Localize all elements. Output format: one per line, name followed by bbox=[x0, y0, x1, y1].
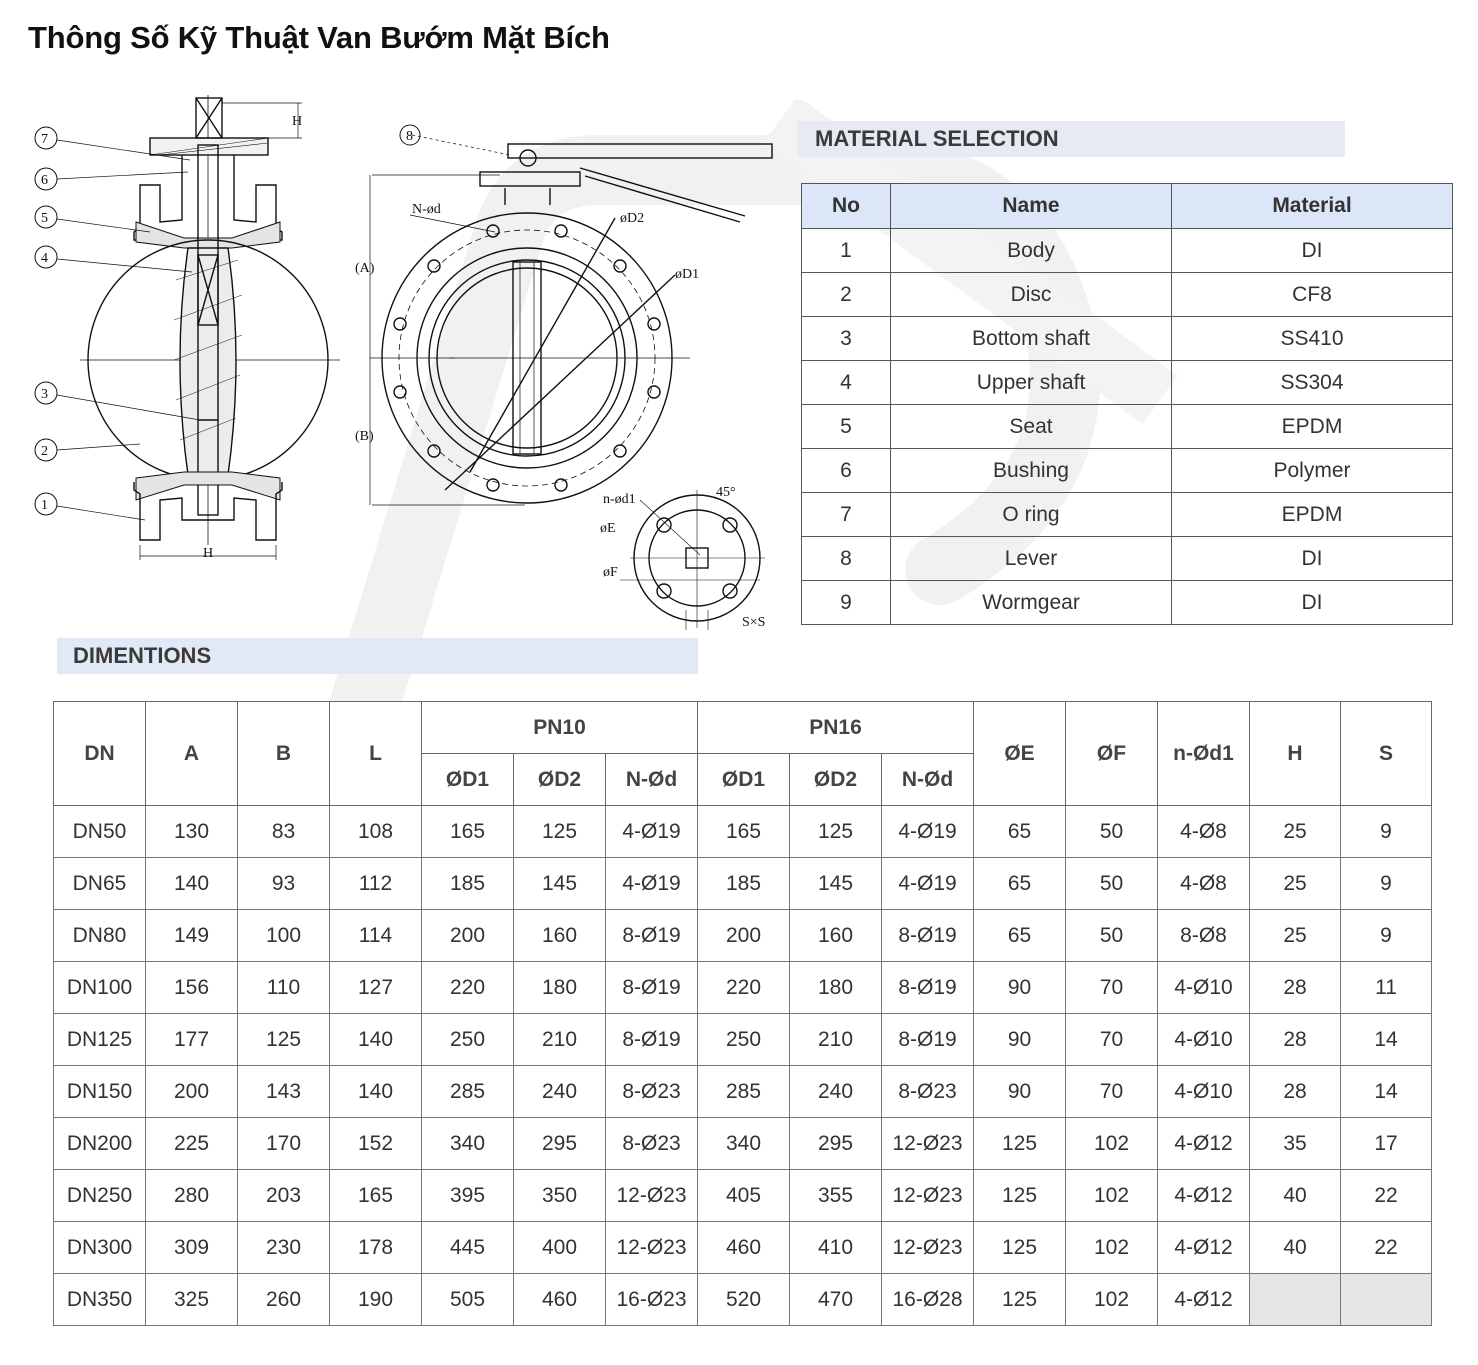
table-cell: 4-Ø19 bbox=[606, 858, 698, 910]
table-cell: 350 bbox=[514, 1170, 606, 1222]
table-cell: 165 bbox=[422, 806, 514, 858]
table-cell: 250 bbox=[698, 1014, 790, 1066]
table-cell: 4-Ø12 bbox=[1158, 1170, 1250, 1222]
table-cell: 8-Ø8 bbox=[1158, 910, 1250, 962]
header-pn10: PN10 bbox=[422, 702, 698, 754]
cell-name: Body bbox=[891, 229, 1172, 273]
label-n-od1: n-ød1 bbox=[603, 492, 636, 507]
header-pn10-od1: ØD1 bbox=[422, 754, 514, 806]
table-cell: 17 bbox=[1341, 1118, 1432, 1170]
table-cell: 8-Ø23 bbox=[882, 1066, 974, 1118]
table-cell: 100 bbox=[238, 910, 330, 962]
table-cell: 102 bbox=[1066, 1222, 1158, 1274]
cell-name: Disc bbox=[891, 273, 1172, 317]
label-sxs: S×S bbox=[742, 615, 766, 630]
header-dn: DN bbox=[54, 702, 146, 806]
cell-name: Bushing bbox=[891, 449, 1172, 493]
table-row bbox=[54, 1066, 1432, 1118]
cell-no: 2 bbox=[802, 273, 891, 317]
table-row bbox=[54, 1170, 1432, 1222]
table-cell: 460 bbox=[514, 1274, 606, 1326]
header-h: H bbox=[1250, 702, 1341, 806]
table-cell: 125 bbox=[974, 1274, 1066, 1326]
table-cell: 28 bbox=[1250, 962, 1341, 1014]
label-a: (A) bbox=[355, 261, 375, 276]
cell-material: CF8 bbox=[1172, 273, 1453, 317]
table-cell: 90 bbox=[974, 1066, 1066, 1118]
table-cell: 9 bbox=[1341, 858, 1432, 910]
header-no: No bbox=[802, 184, 891, 229]
callout-3: 3 bbox=[41, 387, 48, 402]
table-cell: 70 bbox=[1066, 1014, 1158, 1066]
table-cell: 285 bbox=[698, 1066, 790, 1118]
callout-1: 1 bbox=[41, 498, 48, 513]
table-cell: 410 bbox=[790, 1222, 882, 1274]
table-cell: 16-Ø23 bbox=[606, 1274, 698, 1326]
callout-6: 6 bbox=[41, 173, 48, 188]
table-cell: 8-Ø19 bbox=[882, 962, 974, 1014]
table-cell: 12-Ø23 bbox=[882, 1222, 974, 1274]
cell-no: 4 bbox=[802, 361, 891, 405]
table-cell: 240 bbox=[514, 1066, 606, 1118]
cell-no: 7 bbox=[802, 493, 891, 537]
cell-material: SS304 bbox=[1172, 361, 1453, 405]
table-cell: DN300 bbox=[54, 1222, 146, 1274]
label-h-top: H bbox=[292, 114, 303, 129]
cell-material: EPDM bbox=[1172, 493, 1453, 537]
table-cell: 12-Ø23 bbox=[606, 1222, 698, 1274]
label-angle: 45° bbox=[716, 485, 736, 500]
table-cell: 8-Ø19 bbox=[606, 962, 698, 1014]
table-cell: 143 bbox=[238, 1066, 330, 1118]
table-cell: 405 bbox=[698, 1170, 790, 1222]
table-cell: 35 bbox=[1250, 1118, 1341, 1170]
table-cell: 156 bbox=[146, 962, 238, 1014]
cell-no: 1 bbox=[802, 229, 891, 273]
table-cell: 65 bbox=[974, 910, 1066, 962]
header-of: ØF bbox=[1066, 702, 1158, 806]
table-cell: 140 bbox=[146, 858, 238, 910]
table-cell: 93 bbox=[238, 858, 330, 910]
cell-material: DI bbox=[1172, 581, 1453, 625]
table-cell: 145 bbox=[790, 858, 882, 910]
page-title: Thông Số Kỹ Thuật Van Bướm Mặt Bích bbox=[28, 20, 610, 55]
table-cell: 14 bbox=[1341, 1014, 1432, 1066]
table-cell: 140 bbox=[330, 1066, 422, 1118]
label-b: (B) bbox=[355, 429, 374, 444]
table-cell: 200 bbox=[146, 1066, 238, 1118]
table-cell: 4-Ø12 bbox=[1158, 1274, 1250, 1326]
label-oe: øE bbox=[600, 521, 616, 536]
dimensions-heading: DIMENTIONS bbox=[57, 638, 698, 674]
table-row bbox=[802, 493, 1453, 537]
table-row bbox=[54, 858, 1432, 910]
table-cell: 203 bbox=[238, 1170, 330, 1222]
table-row bbox=[802, 273, 1453, 317]
table-cell: 260 bbox=[238, 1274, 330, 1326]
table-cell: 200 bbox=[422, 910, 514, 962]
table-row bbox=[802, 229, 1453, 273]
callout-7: 7 bbox=[41, 132, 48, 147]
table-cell: 4-Ø10 bbox=[1158, 962, 1250, 1014]
table-cell: 16-Ø28 bbox=[882, 1274, 974, 1326]
table-cell: DN65 bbox=[54, 858, 146, 910]
cell-no: 9 bbox=[802, 581, 891, 625]
cell-material: SS410 bbox=[1172, 317, 1453, 361]
table-cell: 180 bbox=[790, 962, 882, 1014]
table-cell: 190 bbox=[330, 1274, 422, 1326]
table-cell: DN100 bbox=[54, 962, 146, 1014]
table-cell: 210 bbox=[514, 1014, 606, 1066]
table-row bbox=[54, 1274, 1432, 1326]
table-cell: 90 bbox=[974, 962, 1066, 1014]
table-cell: 8-Ø23 bbox=[606, 1118, 698, 1170]
table-cell: 127 bbox=[330, 962, 422, 1014]
cell-no: 8 bbox=[802, 537, 891, 581]
table-cell: 83 bbox=[238, 806, 330, 858]
table-cell: 8-Ø19 bbox=[882, 910, 974, 962]
table-cell: 65 bbox=[974, 858, 1066, 910]
table-cell: 11 bbox=[1341, 962, 1432, 1014]
table-cell: 130 bbox=[146, 806, 238, 858]
table-cell: 149 bbox=[146, 910, 238, 962]
table-cell: 395 bbox=[422, 1170, 514, 1222]
cell-name: Bottom shaft bbox=[891, 317, 1172, 361]
table-cell: 28 bbox=[1250, 1014, 1341, 1066]
table-cell: 9 bbox=[1341, 806, 1432, 858]
header-n-od1: n-Ød1 bbox=[1158, 702, 1250, 806]
table-row bbox=[802, 405, 1453, 449]
cell-name: Upper shaft bbox=[891, 361, 1172, 405]
table-cell: 8-Ø19 bbox=[606, 1014, 698, 1066]
table-cell: 125 bbox=[974, 1118, 1066, 1170]
cell-no: 3 bbox=[802, 317, 891, 361]
callout-4: 4 bbox=[41, 251, 48, 266]
table-cell: 125 bbox=[974, 1222, 1066, 1274]
label-h-bottom: H bbox=[203, 546, 214, 561]
table-cell: 8-Ø19 bbox=[882, 1014, 974, 1066]
table-cell: 505 bbox=[422, 1274, 514, 1326]
table-cell: 160 bbox=[790, 910, 882, 962]
table-cell: 102 bbox=[1066, 1274, 1158, 1326]
table-cell: 178 bbox=[330, 1222, 422, 1274]
header-pn16-od2: ØD2 bbox=[790, 754, 882, 806]
table-cell: 165 bbox=[330, 1170, 422, 1222]
callout-2: 2 bbox=[41, 444, 48, 459]
table-cell: 145 bbox=[514, 858, 606, 910]
table-cell: 177 bbox=[146, 1014, 238, 1066]
cell-name: O ring bbox=[891, 493, 1172, 537]
cell-name: Seat bbox=[891, 405, 1172, 449]
table-cell: 70 bbox=[1066, 1066, 1158, 1118]
table-cell: 125 bbox=[514, 806, 606, 858]
table-row bbox=[802, 537, 1453, 581]
table-cell: 240 bbox=[790, 1066, 882, 1118]
table-cell: 230 bbox=[238, 1222, 330, 1274]
table-cell: 25 bbox=[1250, 858, 1341, 910]
table-cell: 90 bbox=[974, 1014, 1066, 1066]
table-cell: 4-Ø8 bbox=[1158, 806, 1250, 858]
cell-material: Polymer bbox=[1172, 449, 1453, 493]
table-cell: 4-Ø12 bbox=[1158, 1118, 1250, 1170]
table-cell: DN350 bbox=[54, 1274, 146, 1326]
cell-material: EPDM bbox=[1172, 405, 1453, 449]
table-cell: 25 bbox=[1250, 910, 1341, 962]
table-cell: 295 bbox=[514, 1118, 606, 1170]
table-cell: 340 bbox=[698, 1118, 790, 1170]
table-cell: 165 bbox=[698, 806, 790, 858]
table-cell: 110 bbox=[238, 962, 330, 1014]
table-cell: 22 bbox=[1341, 1170, 1432, 1222]
table-cell: 355 bbox=[790, 1170, 882, 1222]
table-cell: 250 bbox=[422, 1014, 514, 1066]
table-cell bbox=[1341, 1274, 1432, 1326]
table-cell: DN80 bbox=[54, 910, 146, 962]
table-cell: DN125 bbox=[54, 1014, 146, 1066]
label-od2: øD2 bbox=[620, 211, 645, 226]
table-cell: 12-Ø23 bbox=[606, 1170, 698, 1222]
table-cell: 114 bbox=[330, 910, 422, 962]
material-header-row bbox=[802, 184, 1453, 229]
table-cell: 50 bbox=[1066, 910, 1158, 962]
table-row bbox=[802, 317, 1453, 361]
table-cell: 400 bbox=[514, 1222, 606, 1274]
table-cell: 14 bbox=[1341, 1066, 1432, 1118]
cell-name: Lever bbox=[891, 537, 1172, 581]
table-row bbox=[54, 1118, 1432, 1170]
table-cell: 220 bbox=[422, 962, 514, 1014]
table-cell: 8-Ø23 bbox=[606, 1066, 698, 1118]
table-cell: 50 bbox=[1066, 806, 1158, 858]
table-cell: 185 bbox=[698, 858, 790, 910]
table-row bbox=[802, 361, 1453, 405]
cell-material: DI bbox=[1172, 537, 1453, 581]
table-cell: 28 bbox=[1250, 1066, 1341, 1118]
table-row bbox=[54, 962, 1432, 1014]
header-l: L bbox=[330, 702, 422, 806]
table-cell: 65 bbox=[974, 806, 1066, 858]
header-b: B bbox=[238, 702, 330, 806]
table-cell: 4-Ø12 bbox=[1158, 1222, 1250, 1274]
table-cell: 200 bbox=[698, 910, 790, 962]
table-cell: 4-Ø8 bbox=[1158, 858, 1250, 910]
header-pn10-od2: ØD2 bbox=[514, 754, 606, 806]
table-cell: 4-Ø19 bbox=[882, 858, 974, 910]
table-cell: 460 bbox=[698, 1222, 790, 1274]
header-s: S bbox=[1341, 702, 1432, 806]
table-cell: 285 bbox=[422, 1066, 514, 1118]
header-pn16-od1: ØD1 bbox=[698, 754, 790, 806]
table-cell: 9 bbox=[1341, 910, 1432, 962]
material-selection-heading: MATERIAL SELECTION bbox=[797, 121, 1345, 157]
table-cell: 220 bbox=[698, 962, 790, 1014]
table-cell: 112 bbox=[330, 858, 422, 910]
material-table bbox=[801, 183, 1453, 625]
table-cell: 22 bbox=[1341, 1222, 1432, 1274]
table-cell: 108 bbox=[330, 806, 422, 858]
table-cell: 180 bbox=[514, 962, 606, 1014]
table-cell: 170 bbox=[238, 1118, 330, 1170]
table-cell bbox=[1250, 1274, 1341, 1326]
table-cell: 225 bbox=[146, 1118, 238, 1170]
table-row bbox=[54, 1222, 1432, 1274]
cell-no: 5 bbox=[802, 405, 891, 449]
table-cell: 40 bbox=[1250, 1170, 1341, 1222]
table-cell: 102 bbox=[1066, 1170, 1158, 1222]
dimensions-header-row bbox=[54, 702, 1432, 754]
header-pn16-n-od: N-Ød bbox=[882, 754, 974, 806]
table-row bbox=[54, 1014, 1432, 1066]
table-cell: DN150 bbox=[54, 1066, 146, 1118]
table-cell: 445 bbox=[422, 1222, 514, 1274]
table-cell: 12-Ø23 bbox=[882, 1170, 974, 1222]
table-cell: DN50 bbox=[54, 806, 146, 858]
table-cell: 4-Ø10 bbox=[1158, 1014, 1250, 1066]
table-row bbox=[54, 910, 1432, 962]
label-od1: øD1 bbox=[675, 267, 700, 282]
table-cell: 325 bbox=[146, 1274, 238, 1326]
table-cell: 4-Ø19 bbox=[606, 806, 698, 858]
table-cell: 140 bbox=[330, 1014, 422, 1066]
table-cell: 125 bbox=[974, 1170, 1066, 1222]
table-cell: 185 bbox=[422, 858, 514, 910]
header-pn16: PN16 bbox=[698, 702, 974, 754]
table-cell: 470 bbox=[790, 1274, 882, 1326]
table-cell: 309 bbox=[146, 1222, 238, 1274]
table-cell: 12-Ø23 bbox=[882, 1118, 974, 1170]
table-cell: 70 bbox=[1066, 962, 1158, 1014]
table-cell: 280 bbox=[146, 1170, 238, 1222]
table-row bbox=[802, 581, 1453, 625]
table-row bbox=[54, 806, 1432, 858]
table-cell: 340 bbox=[422, 1118, 514, 1170]
table-cell: 160 bbox=[514, 910, 606, 962]
label-n-od: N-ød bbox=[412, 202, 441, 217]
table-cell: 520 bbox=[698, 1274, 790, 1326]
header-a: A bbox=[146, 702, 238, 806]
table-cell: 152 bbox=[330, 1118, 422, 1170]
label-of: øF bbox=[603, 565, 618, 580]
table-cell: DN250 bbox=[54, 1170, 146, 1222]
table-cell: 4-Ø19 bbox=[882, 806, 974, 858]
table-cell: 125 bbox=[790, 806, 882, 858]
callout-5: 5 bbox=[41, 211, 48, 226]
header-oe: ØE bbox=[974, 702, 1066, 806]
cell-material: DI bbox=[1172, 229, 1453, 273]
valve-technical-drawing bbox=[0, 80, 790, 640]
table-cell: 25 bbox=[1250, 806, 1341, 858]
callout-8: 8 bbox=[406, 129, 413, 144]
table-cell: 102 bbox=[1066, 1118, 1158, 1170]
dimensions-table bbox=[53, 701, 1432, 1326]
table-cell: DN200 bbox=[54, 1118, 146, 1170]
table-cell: 4-Ø10 bbox=[1158, 1066, 1250, 1118]
table-cell: 40 bbox=[1250, 1222, 1341, 1274]
table-cell: 210 bbox=[790, 1014, 882, 1066]
table-row bbox=[802, 449, 1453, 493]
table-cell: 8-Ø19 bbox=[606, 910, 698, 962]
table-cell: 295 bbox=[790, 1118, 882, 1170]
header-material: Material bbox=[1172, 184, 1453, 229]
table-cell: 125 bbox=[238, 1014, 330, 1066]
table-cell: 50 bbox=[1066, 858, 1158, 910]
cell-name: Wormgear bbox=[891, 581, 1172, 625]
cell-no: 6 bbox=[802, 449, 891, 493]
header-name: Name bbox=[891, 184, 1172, 229]
header-pn10-n-od: N-Ød bbox=[606, 754, 698, 806]
